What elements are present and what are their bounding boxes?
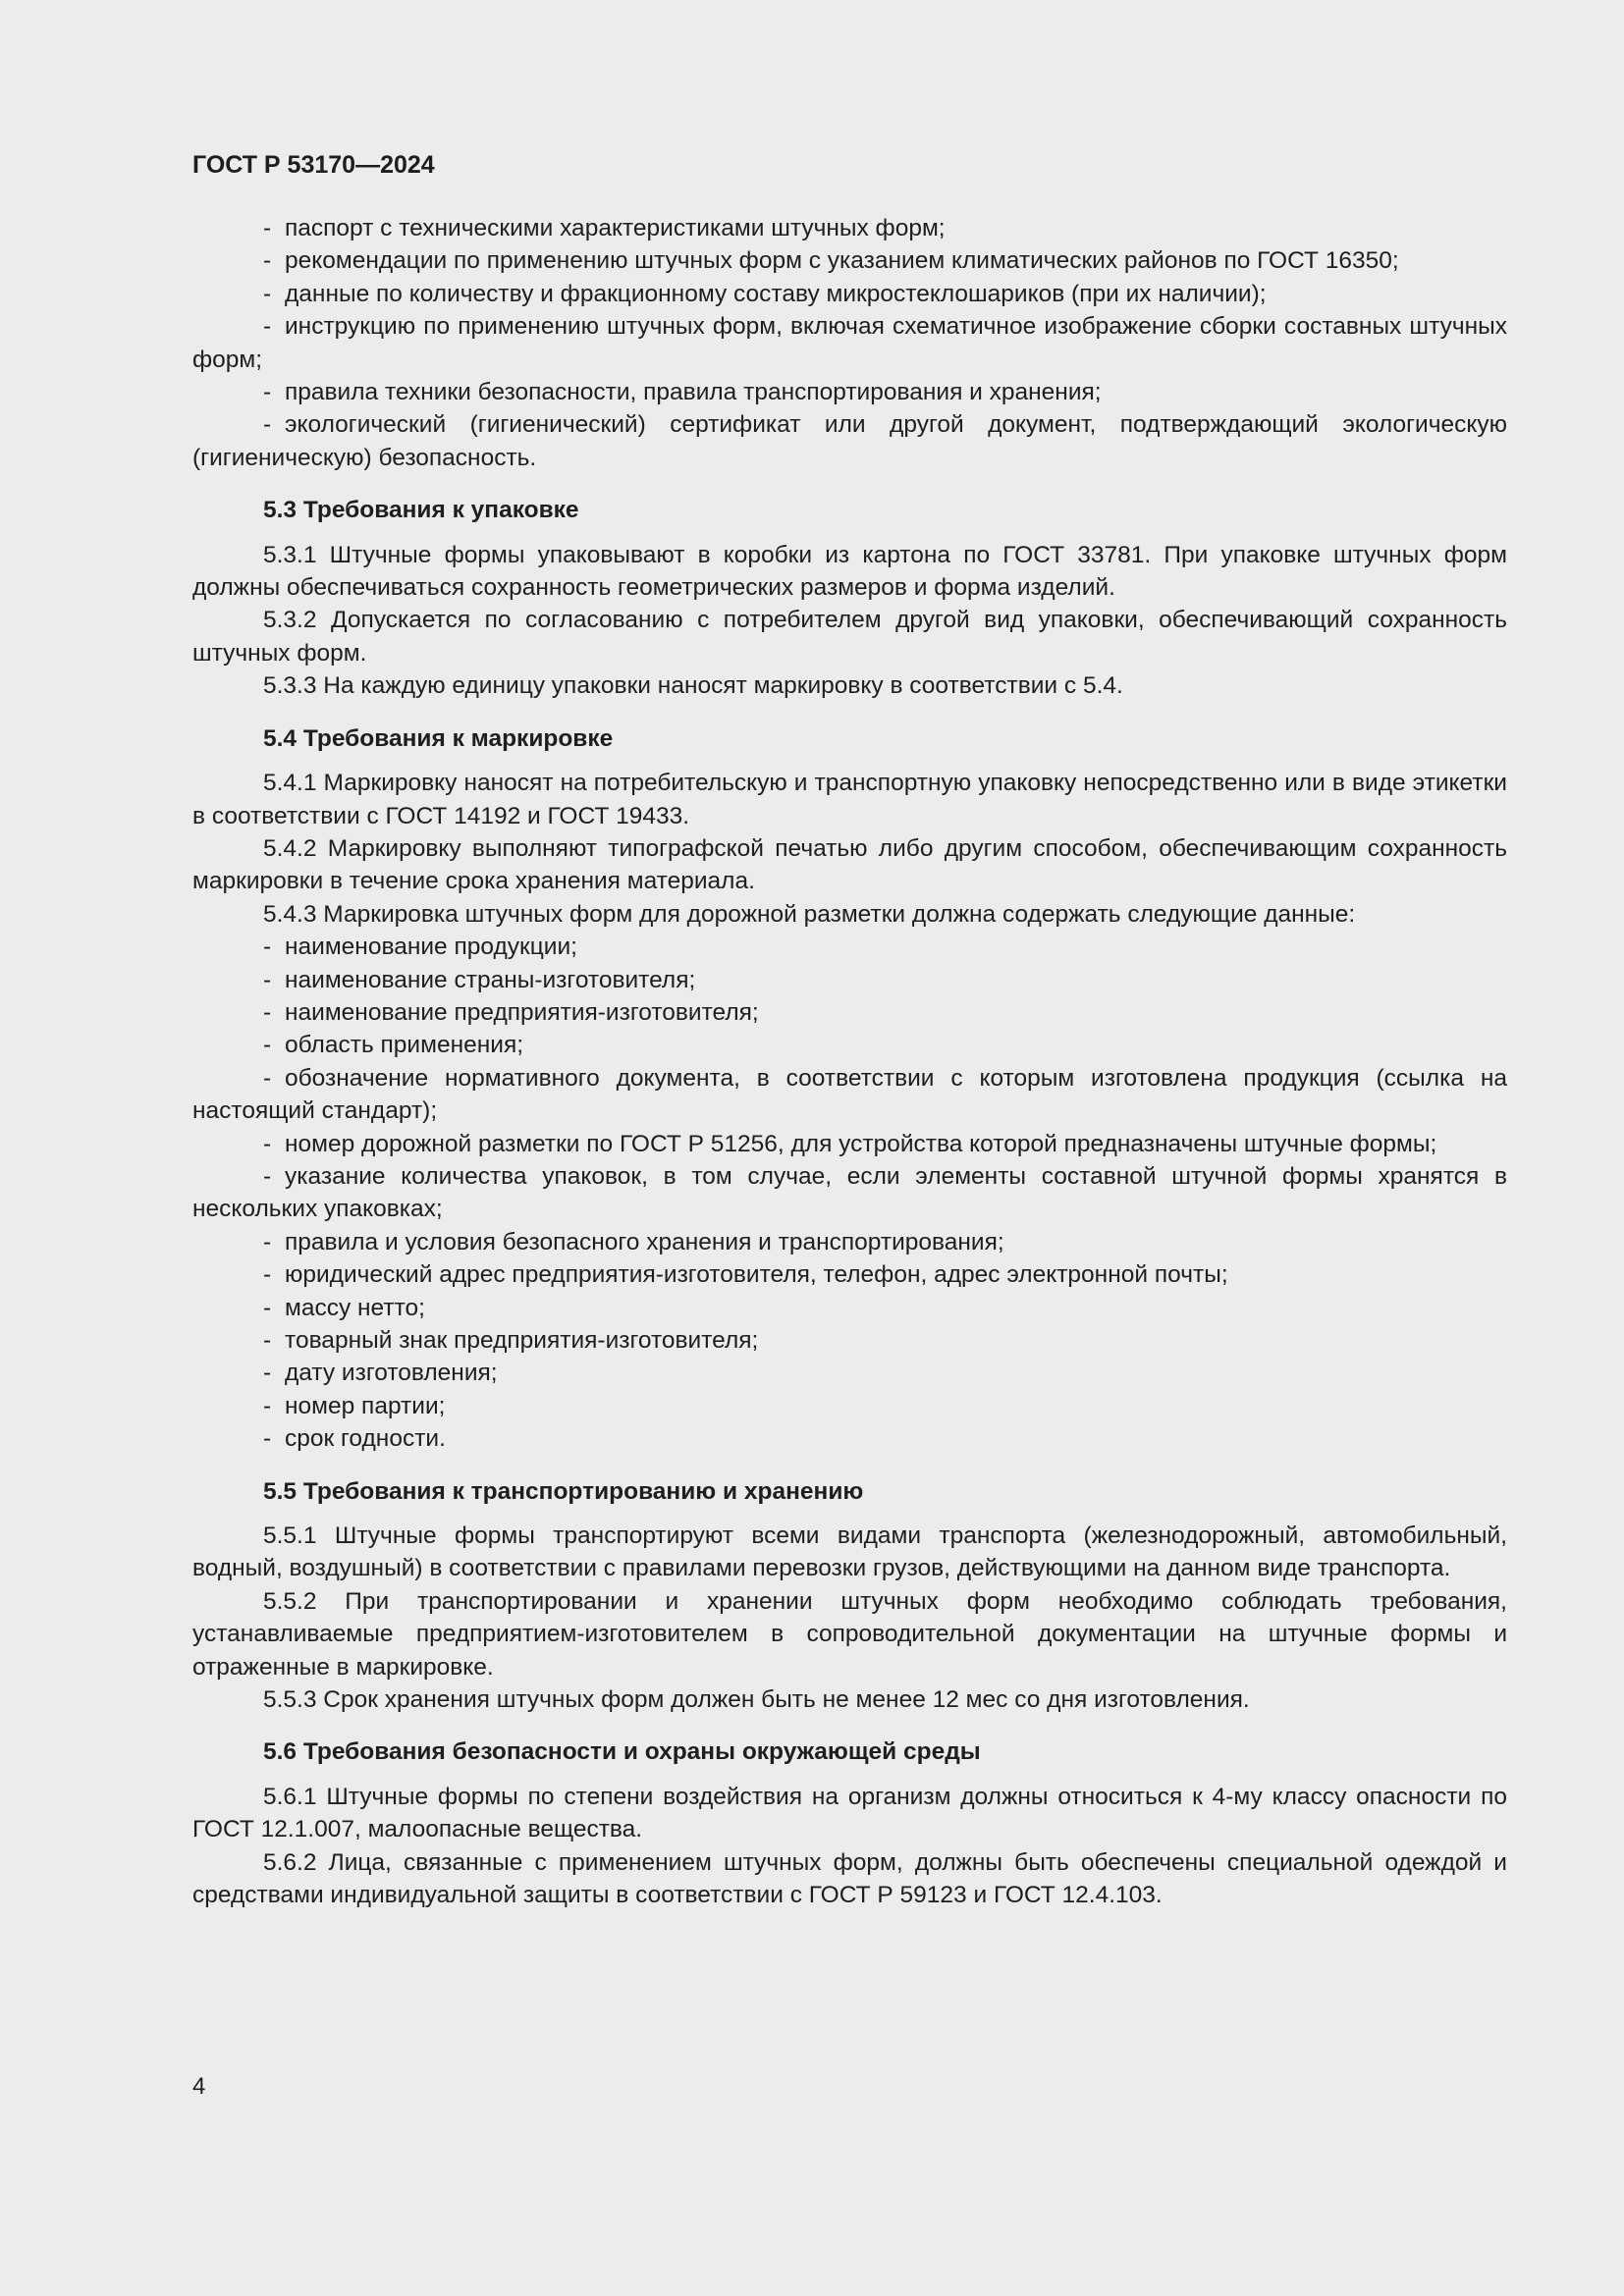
list-item: - данные по количеству и фракционному составу микростеклошариков (при их наличии); — [263, 280, 1267, 307]
section-title-5-6: 5.6 Требования безопасности и охраны окружающей среды — [263, 1738, 981, 1766]
section-title-5-3: 5.3 Требования к упаковке — [263, 497, 579, 524]
list-item: - рекомендации по применению штучных форм с указанием климатических районов по ГОСТ 16350; — [263, 247, 1399, 275]
section-title-5-5: 5.5 Требования к транспортированию и хранению — [263, 1477, 864, 1505]
list-item: - наименование предприятия-изготовителя; — [263, 998, 759, 1026]
list-item: - срок годности. — [263, 1425, 446, 1453]
list-item: - указание количества упаковок, в том случае, если элементы составной штучной формы хранятся в нескольких упаковках; — [192, 1162, 1507, 1223]
document-header: ГОСТ Р 53170—2024 — [192, 151, 435, 179]
paragraph-5-3-3: 5.3.3 На каждую единицу упаковки наносят маркировку в соответствии с 5.4. — [263, 672, 1123, 700]
paragraph-5-3-1: 5.3.1 Штучные формы упаковывают в коробки из картона по ГОСТ 33781. При упаковке штучных форм должны обеспечиваться сохранность геометрических размеров и форма изделий. — [192, 541, 1507, 602]
list-item: - номер дорожной разметки по ГОСТ Р 51256, для устройства которой предназначены штучные формы; — [263, 1130, 1437, 1157]
list-item: - область применения; — [263, 1032, 524, 1059]
paragraph-5-6-1: 5.6.1 Штучные формы по степени воздействия на организм должны относиться к 4-му классу опасности по ГОСТ 12.1.007, малоопасные вещества. — [192, 1783, 1507, 1843]
page-number: 4 — [192, 2073, 206, 2100]
paragraph-5-5-1: 5.5.1 Штучные формы транспортируют всеми видами транспорта (железнодорожный, автомобильный, водный, воздушный) в соответствии с правилами перевозки грузов, действующими на данном виде транспорта. — [192, 1522, 1507, 1582]
list-item: - правила и условия безопасного хранения и транспортирования; — [263, 1228, 1004, 1255]
list-item: - наименование страны-изготовителя; — [263, 966, 696, 993]
list-item: - наименование продукции; — [263, 934, 577, 961]
list-item: - обозначение нормативного документа, в соответствии с которым изготовлена продукция (ссылка на настоящий стандарт); — [192, 1064, 1507, 1125]
list-item: - паспорт с техническими характеристиками штучных форм; — [263, 215, 946, 241]
paragraph-5-5-2: 5.5.2 При транспортировании и хранении штучных форм необходимо соблюдать требования, устанавливаемые предприятием-изготовителем в сопроводительной документации на штучные формы и отраженные в маркировке. — [192, 1587, 1507, 1681]
paragraph-5-3-2: 5.3.2 Допускается по согласованию с потребителем другой вид упаковки, обеспечивающий сохранность штучных форм. — [192, 607, 1507, 667]
section-title-5-4: 5.4 Требования к маркировке — [263, 724, 614, 752]
paragraph-5-4-2: 5.4.2 Маркировку выполняют типографской печатью либо другим способом, обеспечивающим сохранность маркировки в течение срока хранения материала. — [192, 834, 1507, 895]
list-item: - дату изготовления; — [263, 1360, 498, 1387]
document-body — [192, 212, 1507, 1912]
paragraph-5-6-2: 5.6.2 Лица, связанные с применением штучных форм, должны быть обеспечены специальной одеждой и средствами индивидуальной защиты в соответствии с ГОСТ Р 59123 и ГОСТ 12.4.103. — [192, 1848, 1507, 1909]
list-item: - товарный знак предприятия-изготовителя; — [263, 1327, 759, 1354]
list-item: - инструкцию по применению штучных форм, включая схематичное изображение сборки составных штучных форм; — [192, 313, 1507, 373]
list-item: - массу нетто; — [263, 1294, 425, 1321]
paragraph-5-5-3: 5.5.3 Срок хранения штучных форм должен быть не менее 12 мес со дня изготовления. — [263, 1686, 1250, 1714]
paragraph-5-4-3: 5.4.3 Маркировка штучных форм для дорожной разметки должна содержать следующие данные: — [263, 900, 1356, 928]
list-item: - номер партии; — [263, 1392, 446, 1419]
list-item: - правила техники безопасности, правила транспортирования и хранения; — [263, 379, 1102, 406]
list-item: - юридический адрес предприятия-изготовителя, телефон, адрес электронной почты; — [263, 1261, 1228, 1289]
list-item: - экологический (гигиенический) сертификат или другой документ, подтверждающий экологическую (гигиеническую) безопасность. — [192, 411, 1507, 471]
paragraph-5-4-1: 5.4.1 Маркировку наносят на потребительскую и транспортную упаковку непосредственно или в виде этикетки в соответствии с ГОСТ 14192 и ГОСТ 19433. — [192, 770, 1507, 829]
